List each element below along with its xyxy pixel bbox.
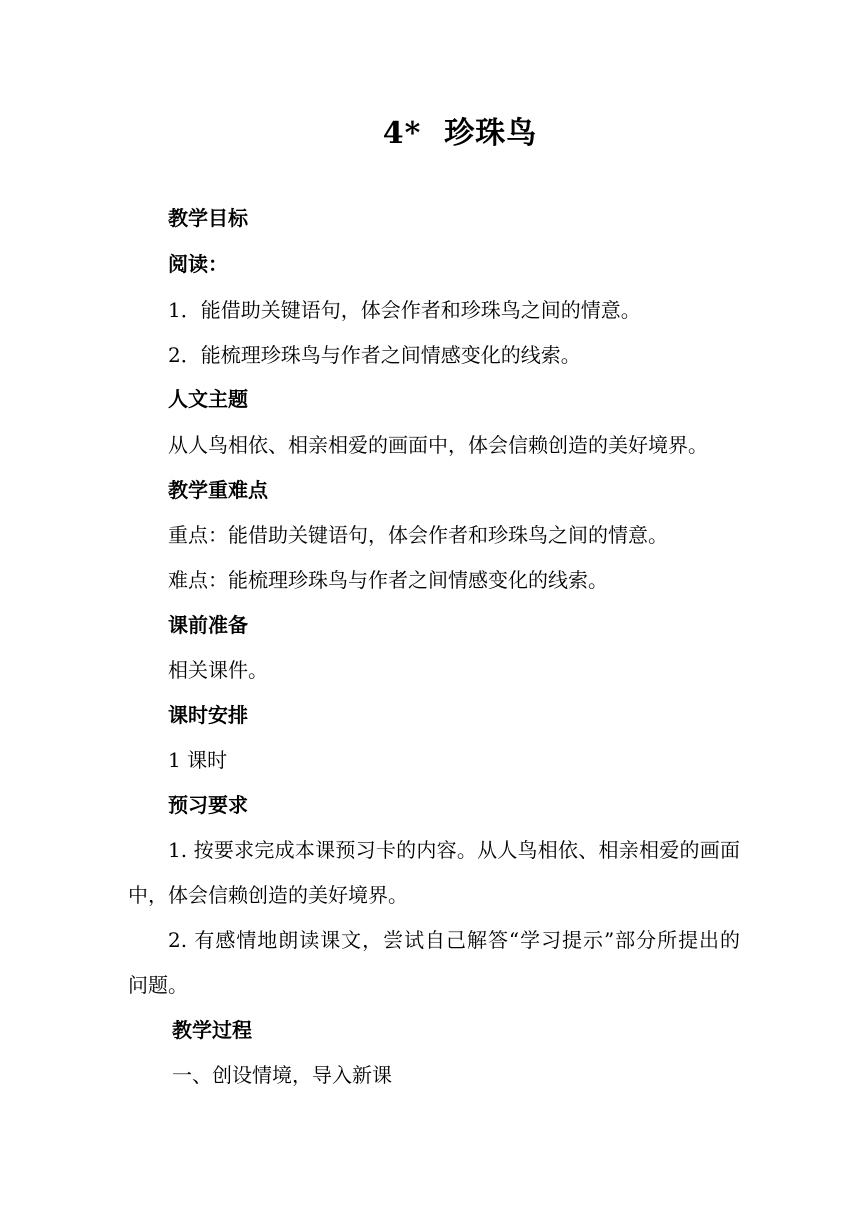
difficult-point-text: 难点：能梳理珍珠鸟与作者之间情感变化的线索。 — [168, 568, 608, 592]
heading-teaching-goals: 教学目标 — [168, 206, 248, 230]
schedule-text: 1 课时 — [168, 748, 228, 772]
preview-requirement-2-line-1: 2. 有感情地朗读课文，尝试自己解答“学习提示”部分所提出的 — [168, 928, 740, 952]
heading-humanistic-theme: 人文主题 — [168, 387, 248, 411]
heading-preparation: 课前准备 — [168, 613, 248, 637]
heading-reading: 阅读： — [168, 252, 228, 276]
heading-key-difficult-points: 教学重难点 — [168, 478, 268, 502]
preview-requirement-1-line-2: 中，体会信赖创造的美好境界。 — [128, 883, 408, 907]
preparation-text: 相关课件。 — [168, 658, 268, 682]
reading-goal-1: 1．能借助关键语句，体会作者和珍珠鸟之间的情意。 — [168, 298, 641, 322]
document-title: 4* 珍珠鸟 — [382, 116, 538, 151]
humanistic-theme-text: 从人鸟相依、相亲相爱的画面中，体会信赖创造的美好境界。 — [168, 433, 708, 457]
heading-schedule: 课时安排 — [168, 703, 248, 727]
preview-requirement-1-line-1: 1. 按要求完成本课预习卡的内容。从人鸟相依、相亲相爱的画面 — [168, 838, 740, 862]
key-point-text: 重点：能借助关键语句，体会作者和珍珠鸟之间的情意。 — [168, 523, 668, 547]
process-step-1: 一、创设情境，导入新课 — [172, 1063, 392, 1087]
heading-teaching-process: 教学过程 — [172, 1018, 252, 1042]
heading-preview-requirements: 预习要求 — [168, 793, 248, 817]
reading-goal-2: 2．能梳理珍珠鸟与作者之间情感变化的线索。 — [168, 343, 581, 367]
preview-requirement-2-line-2: 问题。 — [128, 973, 188, 997]
